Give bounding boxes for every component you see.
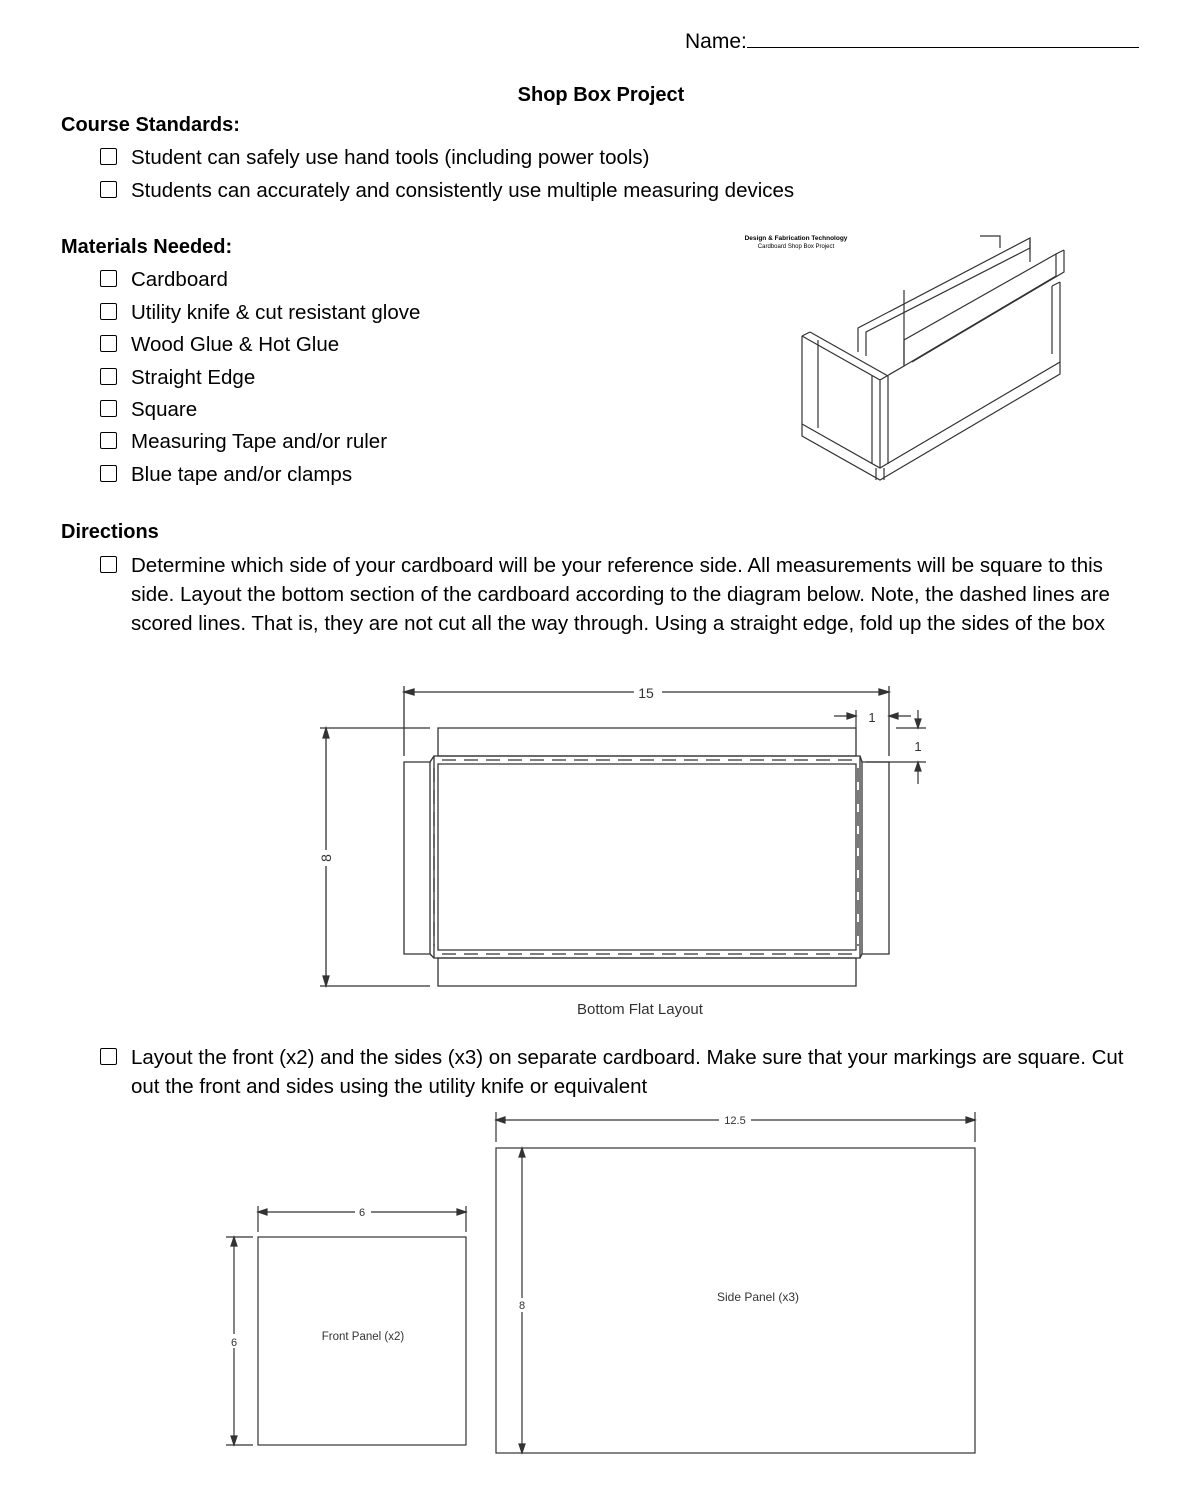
name-label: Name: bbox=[685, 30, 747, 53]
dim-height-label: 8 bbox=[318, 854, 334, 862]
drawing-caption-title: Design & Fabrication Technology bbox=[744, 235, 848, 242]
side-height-label: 8 bbox=[518, 1300, 526, 1312]
direction-step[interactable] bbox=[100, 551, 1140, 638]
bottom-layout-drawing bbox=[300, 680, 940, 1020]
material-text: Blue tape and/or clamps bbox=[131, 463, 353, 486]
score-lines bbox=[434, 760, 858, 954]
front-width-label: 6 bbox=[358, 1207, 366, 1219]
layout-outline bbox=[320, 686, 889, 986]
standard-item[interactable] bbox=[100, 179, 794, 203]
front-height-label: 6 bbox=[230, 1337, 238, 1349]
dim-flap-height-label: 1 bbox=[914, 739, 922, 754]
checkbox-icon[interactable] bbox=[100, 1048, 117, 1065]
material-item[interactable] bbox=[100, 301, 420, 325]
material-text: Cardboard bbox=[131, 268, 228, 291]
flap-dimensions bbox=[834, 710, 926, 784]
materials-heading: Materials Needed: bbox=[61, 236, 233, 258]
page-title: Shop Box Project bbox=[517, 84, 685, 106]
direction-text: Determine which side of your cardboard will be your reference side. All measurements will be square to this side. Layout the bottom section of the cardboard according to the diagram below. Note, the dashed lines are scored lines. That is, they are not cut all the way through. Using a straight edge, fold up the sides of the box bbox=[131, 554, 1110, 635]
checkbox-icon[interactable] bbox=[100, 368, 117, 385]
material-text: Utility knife & cut resistant glove bbox=[131, 301, 421, 324]
side-width-label: 12.5 bbox=[724, 1115, 746, 1127]
material-text: Straight Edge bbox=[131, 366, 256, 389]
material-item[interactable] bbox=[100, 366, 255, 390]
checkbox-icon[interactable] bbox=[100, 556, 117, 573]
panels-drawing bbox=[215, 1108, 995, 1468]
front-panel-outline bbox=[226, 1206, 466, 1445]
checkbox-icon[interactable] bbox=[100, 335, 117, 352]
material-item[interactable] bbox=[100, 333, 339, 357]
material-text: Measuring Tape and/or ruler bbox=[131, 430, 388, 453]
checkbox-icon[interactable] bbox=[100, 181, 117, 198]
material-text: Square bbox=[131, 398, 198, 421]
dim-width-label: 15 bbox=[638, 685, 654, 701]
material-item[interactable] bbox=[100, 268, 228, 292]
direction-text: Layout the front (x2) and the sides (x3) on separate cardboard. Make sure that your markings are square. Cut out the front and sides using the utility knife or equivalent bbox=[131, 1046, 1124, 1098]
name-field[interactable] bbox=[685, 26, 1139, 54]
box-outline bbox=[802, 236, 1064, 480]
directions-heading: Directions bbox=[61, 521, 159, 543]
drawing-caption-subtitle: Cardboard Shop Box Project bbox=[757, 244, 835, 250]
material-text: Wood Glue & Hot Glue bbox=[131, 333, 340, 356]
box-isometric-drawing bbox=[730, 228, 1090, 490]
checkbox-icon[interactable] bbox=[100, 303, 117, 320]
name-blank-line[interactable] bbox=[747, 26, 1139, 48]
material-item[interactable] bbox=[100, 430, 387, 454]
direction-step[interactable] bbox=[100, 1043, 1140, 1101]
checkbox-icon[interactable] bbox=[100, 432, 117, 449]
side-panel-label: Side Panel (x3) bbox=[716, 1290, 800, 1304]
front-panel-label: Front Panel (x2) bbox=[321, 1331, 405, 1343]
standards-heading: Course Standards: bbox=[61, 114, 240, 136]
bottom-layout-caption: Bottom Flat Layout bbox=[577, 1001, 703, 1018]
side-panel-outline bbox=[496, 1112, 975, 1453]
standard-text: Students can accurately and consistently use multiple measuring devices bbox=[131, 179, 795, 202]
checkbox-icon[interactable] bbox=[100, 270, 117, 287]
dim-flap-width-label: 1 bbox=[868, 710, 876, 725]
checkbox-icon[interactable] bbox=[100, 148, 117, 165]
checkbox-icon[interactable] bbox=[100, 465, 117, 482]
standard-text: Student can safely use hand tools (including power tools) bbox=[131, 146, 650, 169]
standard-item[interactable] bbox=[100, 146, 650, 170]
checkbox-icon[interactable] bbox=[100, 400, 117, 417]
material-item[interactable] bbox=[100, 398, 197, 422]
material-item[interactable] bbox=[100, 463, 352, 487]
